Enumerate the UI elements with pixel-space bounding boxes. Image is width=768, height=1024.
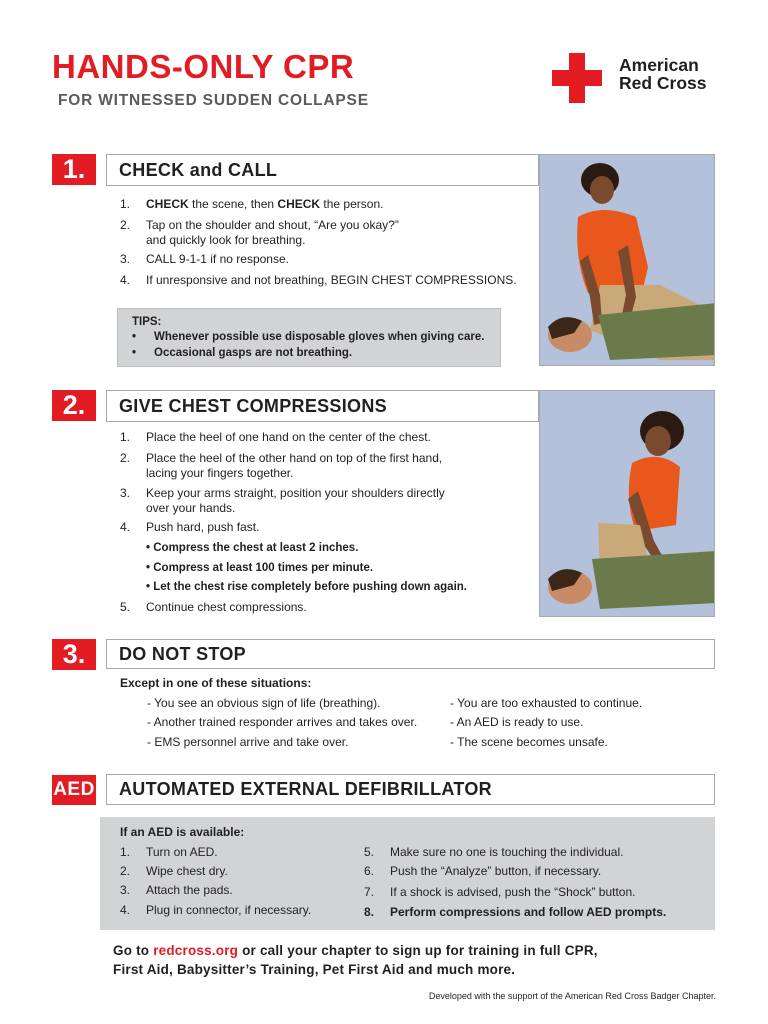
aed-header: AUTOMATED EXTERNAL DEFIBRILLATOR — [106, 774, 715, 805]
section-3-number: 3. — [52, 639, 96, 670]
redcross-link[interactable]: redcross.org — [153, 943, 239, 958]
list-item: - An AED is ready to use. — [450, 715, 584, 729]
section-2-header: GIVE CHEST COMPRESSIONS — [106, 390, 539, 422]
training-call-to-action: Go to redcross.org or call your chapter to sign up for training in full CPR, First Aid, Babysitter’s Training, Pet First Aid and much more. — [113, 943, 598, 977]
page-title: HANDS-ONLY CPR — [52, 48, 355, 85]
list-item: - EMS personnel arrive and take over. — [147, 735, 349, 749]
list-item: - You see an obvious sign of life (breathing). — [147, 696, 381, 710]
red-cross-logo-icon — [552, 53, 602, 103]
chest-compressions-photo — [539, 390, 715, 617]
page-subtitle: FOR WITNESSED SUDDEN COLLAPSE — [58, 92, 369, 109]
tips-label: TIPS: — [132, 316, 162, 328]
section-3-intro: Except in one of these situations: — [120, 676, 312, 690]
check-and-call-photo — [539, 154, 715, 366]
tips-box: TIPS: • Whenever possible use disposable gloves when giving care. • Occasional gasps are not breathing. — [117, 308, 501, 367]
rescuer-compressing-chest-illustration — [540, 391, 715, 617]
sub-bullet: • Compress at least 100 times per minute. — [146, 562, 374, 574]
brand-name — [619, 56, 707, 92]
sub-bullet: • Compress the chest at least 2 inches. — [146, 542, 359, 554]
sub-bullet: • Let the chest rise completely before pushing down again. — [146, 581, 467, 593]
rescuer-tapping-shoulder-illustration — [540, 155, 715, 366]
credit-line: Developed with the support of the American Red Cross Badger Chapter. — [428, 991, 716, 1001]
brand-line-1: American — [619, 55, 699, 75]
aed-intro: If an AED is available: — [120, 825, 245, 839]
section-1-header: CHECK and CALL — [106, 154, 539, 186]
list-item: - The scene becomes unsafe. — [450, 735, 608, 749]
brand-line-2: Red Cross — [619, 73, 707, 93]
list-item: - You are too exhausted to continue. — [450, 696, 643, 710]
section-1-number: 1. — [52, 154, 96, 185]
aed-badge: AED — [52, 775, 96, 805]
list-item: - Another trained responder arrives and takes over. — [147, 715, 418, 729]
section-2-number: 2. — [52, 390, 96, 421]
section-3-header: DO NOT STOP — [106, 639, 715, 669]
